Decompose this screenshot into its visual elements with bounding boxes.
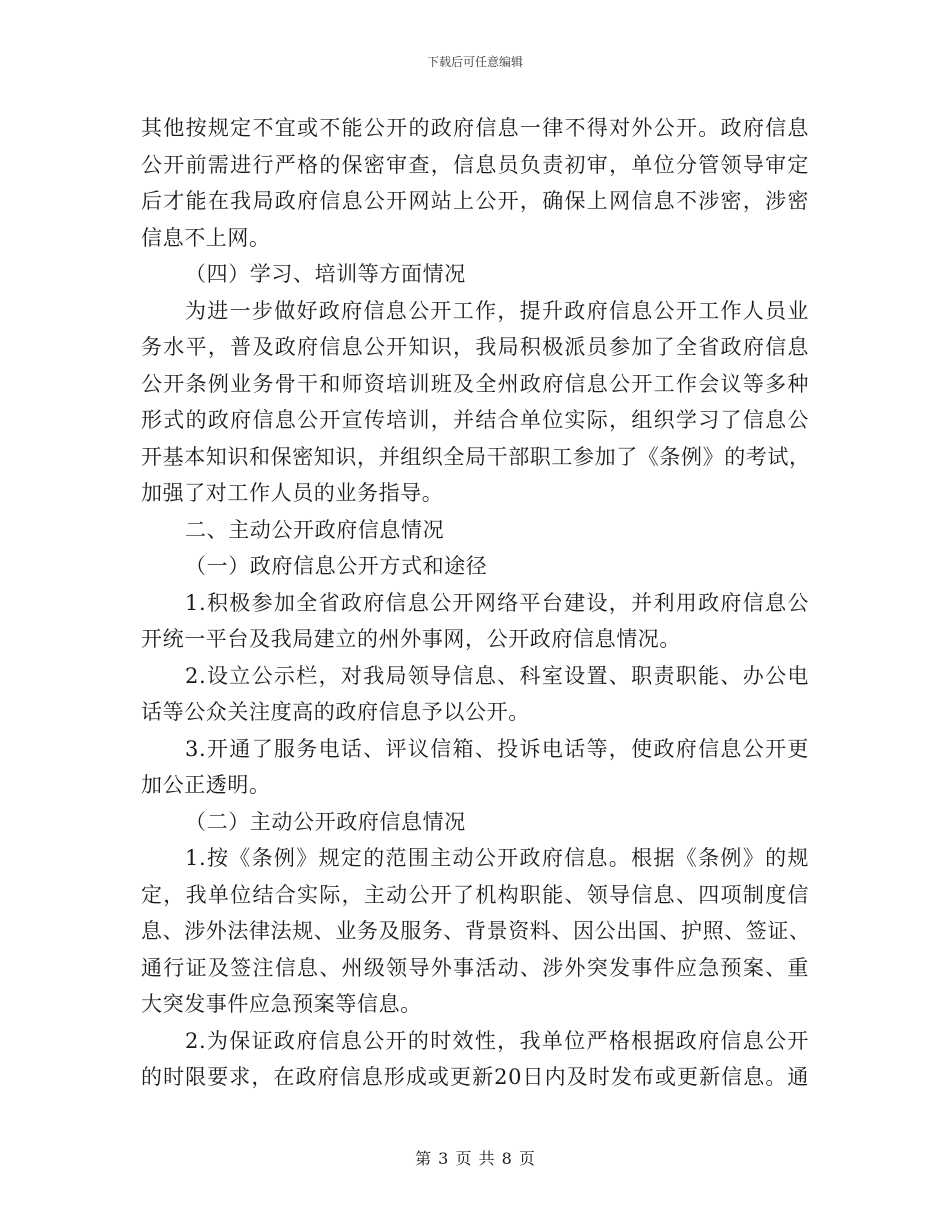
text-line: 的时限要求，在政府信息形成或更新20日内及时发布或更新信息。通 — [141, 1065, 809, 1089]
page-number-footer: 第 3 页 共 8 页 — [415, 1149, 535, 1168]
document-body — [141, 110, 809, 1096]
text-line: 二、主动公开政府信息情况 — [185, 517, 445, 542]
text-line: 2.设立公示栏，对我局领导信息、科室设置、职责职能、办公电 — [185, 663, 809, 688]
text-line: 定，我单位结合实际，主动公开了机构职能、领导信息、四项制度信 — [141, 882, 809, 907]
text-line: 1.积极参加全省政府信息公开网络平台建设，并利用政府信息公 — [185, 590, 809, 615]
text-line: 话等公众关注度高的政府信息予以公开。 — [141, 700, 530, 724]
text-line: （四）学习、培训等方面情况 — [185, 262, 466, 286]
text-line: （一）政府信息公开方式和途径 — [185, 554, 488, 578]
text-line: 为进一步做好政府信息公开工作，提升政府信息公开工作人员业 — [185, 298, 809, 323]
text-line: 加公正透明。 — [141, 773, 271, 797]
text-line: 务水平，普及政府信息公开知识，我局积极派员参加了全省政府信息 — [141, 335, 809, 359]
text-line: 2.为保证政府信息公开的时效性，我单位严格根据政府信息公开 — [185, 1028, 809, 1053]
text-line: 其他按规定不宜或不能公开的政府信息一律不得对外公开。政府信息 — [141, 116, 809, 140]
text-line: 开基本知识和保密知识，并组织全局干部职工参加了《条例》的考试， — [141, 444, 811, 469]
text-line: 息、涉外法律法规、业务及服务、背景资料、因公出国、护照、签证、 — [141, 919, 811, 943]
text-line: 公开条例业务骨干和师资培训班及全州政府信息公开工作会议等多种 — [141, 371, 809, 396]
page-header-note: 下载后可任意编辑 — [426, 55, 523, 69]
text-line: 开统一平台及我局建立的州外事网，公开政府信息情况。 — [141, 627, 681, 651]
text-line: （二）主动公开政府信息情况 — [185, 809, 466, 834]
text-line: 1.按《条例》规定的范围主动公开政府信息。根据《条例》的规 — [185, 846, 809, 870]
text-line: 公开前需进行严格的保密审查，信息员负责初审，单位分管领导审定 — [141, 152, 809, 177]
text-line: 通行证及签注信息、州级领导外事活动、涉外突发事件应急预案、重 — [141, 955, 809, 980]
text-line: 大突发事件应急预案等信息。 — [141, 992, 422, 1016]
text-line: 3.开通了服务电话、评议信箱、投诉电话等，使政府信息公开更 — [185, 736, 809, 761]
text-line: 形式的政府信息公开宣传培训，并结合单位实际，组织学习了信息公 — [141, 408, 809, 432]
text-line: 信息不上网。 — [141, 225, 271, 250]
text-line: 后才能在我局政府信息公开网站上公开，确保上网信息不涉密，涉密 — [141, 189, 809, 213]
text-line: 加强了对工作人员的业务指导。 — [141, 481, 444, 505]
